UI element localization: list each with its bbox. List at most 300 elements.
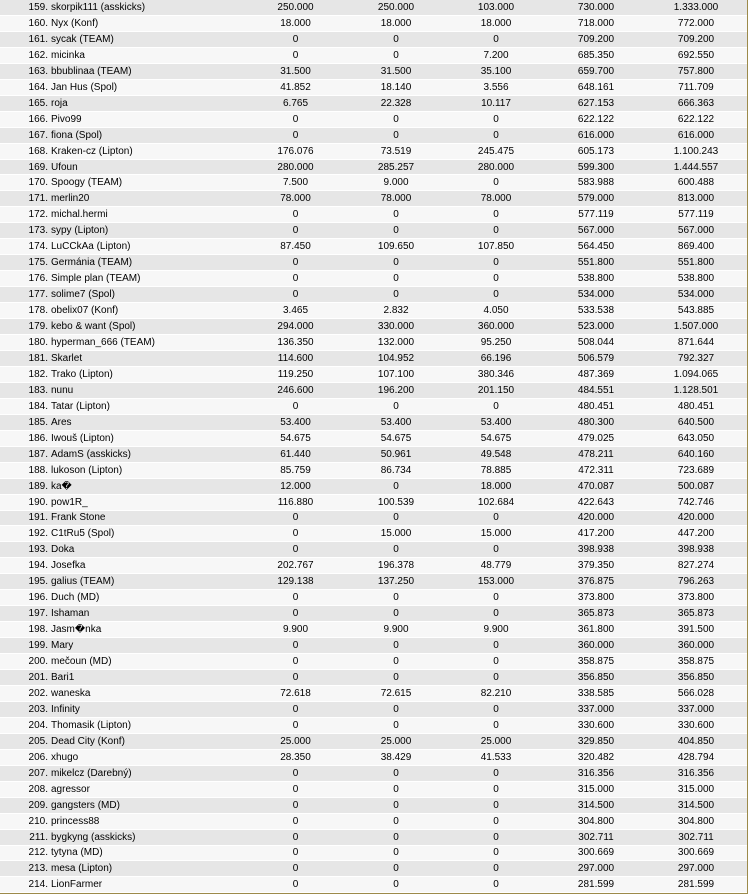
- value-cell-v3: 0: [493, 129, 499, 141]
- value-cell-v4: 599.300: [577, 161, 615, 173]
- player-cell: [0, 465, 205, 476]
- rank-number: 192.: [28, 528, 48, 540]
- player-name: Ufoun: [51, 161, 78, 173]
- value-cell-v4: 330.600: [577, 719, 615, 731]
- player-cell: [0, 672, 205, 683]
- table-row: [0, 191, 747, 207]
- table-row: [0, 670, 747, 686]
- value-cell-v4: 470.087: [577, 480, 615, 492]
- value-cell-v3: 0: [493, 512, 499, 524]
- value-cell-v2: 86.734: [380, 464, 412, 476]
- value-cell-v3: 0: [493, 608, 499, 620]
- value-cell-v2: 25.000: [380, 735, 412, 747]
- player-cell: [0, 560, 205, 571]
- player-name: xhugo: [51, 751, 79, 763]
- player-name: lukoson (Lipton): [51, 464, 123, 476]
- value-cell-v3: 0: [493, 703, 499, 715]
- rank-number: 176.: [28, 273, 48, 285]
- value-cell-v2: 109.650: [377, 241, 415, 253]
- value-cell-v3: 53.400: [480, 416, 512, 428]
- value-cell-v5: 640.160: [677, 448, 715, 460]
- rank-number: 211.: [29, 831, 48, 843]
- table-row: [0, 351, 747, 367]
- value-cell-v3: 0: [493, 672, 499, 683]
- player-cell: [0, 433, 205, 444]
- value-cell-v3: 66.196: [480, 352, 512, 364]
- table-row: [0, 766, 747, 782]
- player-cell: [0, 82, 205, 93]
- player-name: micinka: [51, 49, 85, 61]
- player-cell: [0, 752, 205, 763]
- player-name: LuCCkAa (Lipton): [51, 241, 131, 253]
- player-cell: [0, 225, 205, 236]
- player-cell: [0, 608, 205, 619]
- table-row: [0, 303, 747, 319]
- value-cell-v1: 0: [292, 528, 299, 540]
- value-cell-v2: 0: [393, 879, 399, 891]
- value-cell-v1: 129.138: [277, 576, 314, 588]
- table-row: [0, 415, 747, 431]
- table-row: [0, 558, 747, 574]
- value-cell-v1: 250.000: [277, 1, 314, 13]
- rank-number: 214.: [28, 879, 48, 891]
- value-cell-v3: 0: [493, 273, 499, 285]
- value-cell-v5: 869.400: [677, 241, 715, 253]
- rank-number: 204.: [28, 719, 48, 731]
- table-row: [0, 718, 747, 734]
- value-cell-v3: 0: [493, 544, 499, 556]
- value-cell-v4: 487.369: [577, 368, 615, 380]
- value-cell-v5: 428.794: [677, 751, 715, 763]
- value-cell-v5: 616.000: [677, 129, 715, 141]
- player-cell: [0, 879, 205, 890]
- table-row: [0, 542, 747, 558]
- player-cell: [0, 832, 205, 843]
- table-row: [0, 606, 747, 622]
- value-cell-v4: 338.585: [577, 687, 615, 699]
- player-cell: [0, 401, 205, 412]
- value-cell-v4: 605.173: [577, 145, 615, 157]
- player-cell: [0, 146, 205, 157]
- table-row: [0, 160, 747, 176]
- value-cell-v4: 300.669: [577, 847, 615, 859]
- player-name: Tatar (Lipton): [51, 400, 110, 412]
- value-cell-v2: 0: [393, 400, 399, 412]
- value-cell-v4: 356.850: [577, 672, 615, 683]
- value-cell-v2: 0: [393, 113, 399, 125]
- value-cell-v1: 0: [292, 815, 299, 827]
- player-name: Bari1: [51, 672, 75, 683]
- value-cell-v1: 119.250: [277, 368, 314, 380]
- value-cell-v1: 116.880: [277, 496, 314, 508]
- table-row: [0, 495, 747, 511]
- value-cell-v5: 314.500: [677, 799, 715, 811]
- table-row: [0, 144, 747, 160]
- table-row: [0, 128, 747, 144]
- value-cell-v4: 329.850: [577, 735, 615, 747]
- value-cell-v5: 709.200: [677, 33, 715, 45]
- player-name: Mary: [51, 640, 74, 652]
- value-cell-v2: 9.000: [383, 177, 409, 189]
- rank-number: 168.: [28, 145, 48, 157]
- player-cell: [0, 273, 205, 284]
- value-cell-v3: 82.210: [480, 687, 512, 699]
- value-cell-v2: 0: [393, 783, 399, 795]
- player-name: princess88: [51, 815, 100, 827]
- player-name: Ares: [51, 416, 72, 428]
- value-cell-v4: 685.350: [577, 49, 615, 61]
- rank-number: 188.: [28, 464, 48, 476]
- player-cell: [0, 544, 205, 555]
- value-cell-v1: 0: [292, 719, 299, 731]
- player-cell: [0, 130, 205, 141]
- value-cell-v5: 792.327: [677, 352, 715, 364]
- value-cell-v1: 72.618: [280, 687, 311, 699]
- value-cell-v3: 0: [493, 879, 499, 891]
- rank-number: 162.: [28, 49, 48, 61]
- table-row: [0, 877, 747, 893]
- player-name: Josefka: [51, 560, 86, 572]
- player-name: Infinity: [51, 703, 80, 715]
- rank-number: 202.: [28, 687, 48, 699]
- value-cell-v1: 28.350: [280, 751, 311, 763]
- value-cell-v1: 25.000: [280, 735, 311, 747]
- value-cell-v2: 0: [393, 640, 399, 652]
- value-cell-v5: 300.669: [677, 847, 715, 859]
- value-cell-v3: 3.556: [483, 81, 509, 93]
- value-cell-v4: 730.000: [577, 1, 615, 13]
- player-cell: [0, 369, 205, 380]
- value-cell-v2: 0: [393, 719, 399, 731]
- value-cell-v5: 551.800: [677, 257, 715, 269]
- value-cell-v3: 107.850: [477, 241, 515, 253]
- table-row: [0, 223, 747, 239]
- value-cell-v4: 709.200: [577, 33, 615, 45]
- table-row: [0, 782, 747, 798]
- value-cell-v4: 480.300: [577, 416, 615, 428]
- value-cell-v1: 0: [292, 49, 299, 61]
- rank-number: 209.: [28, 799, 48, 811]
- value-cell-v3: 0: [493, 815, 499, 827]
- value-cell-v5: 1.100.243: [673, 145, 719, 157]
- rank-number: 203.: [28, 703, 48, 715]
- rank-number: 196.: [28, 592, 48, 604]
- value-cell-v3: 360.000: [477, 321, 515, 333]
- value-cell-v3: 4.050: [483, 305, 509, 317]
- table-row: [0, 367, 747, 383]
- value-cell-v4: 314.500: [577, 799, 615, 811]
- value-cell-v2: 0: [393, 831, 399, 843]
- table-row: [0, 175, 747, 191]
- player-cell: [0, 321, 205, 332]
- rank-number: 177.: [28, 289, 48, 301]
- player-cell: [0, 337, 205, 348]
- value-cell-v3: 0: [493, 640, 499, 652]
- value-cell-v1: 7.500: [282, 177, 309, 189]
- table-row: [0, 335, 747, 351]
- player-cell: [0, 449, 205, 460]
- value-cell-v4: 417.200: [577, 528, 615, 540]
- player-cell: [0, 640, 205, 651]
- player-cell: [0, 528, 205, 539]
- value-cell-v3: 0: [493, 719, 499, 731]
- value-cell-v5: 640.500: [677, 416, 715, 428]
- table-row: [0, 511, 747, 527]
- player-name: Thomasik (Lipton): [51, 719, 132, 731]
- table-row: [0, 590, 747, 606]
- value-cell-v2: 0: [393, 608, 399, 620]
- value-cell-v3: 0: [493, 177, 499, 189]
- value-cell-v3: 0: [493, 767, 499, 779]
- value-cell-v4: 583.988: [577, 177, 615, 189]
- value-cell-v1: 53.400: [280, 416, 311, 428]
- player-cell: [0, 800, 205, 811]
- table-row: [0, 271, 747, 287]
- player-name: Jan Hus (Spol): [51, 81, 118, 93]
- value-cell-v3: 0: [493, 592, 499, 604]
- value-cell-v1: 0: [292, 799, 299, 811]
- value-cell-v3: 41.533: [480, 751, 512, 763]
- value-cell-v3: 0: [493, 289, 499, 301]
- player-cell: [0, 688, 205, 699]
- value-cell-v4: 479.025: [577, 432, 615, 444]
- value-cell-v2: 0: [393, 656, 399, 668]
- table-row: [0, 846, 747, 862]
- value-cell-v4: 281.599: [577, 879, 615, 891]
- value-cell-v2: 0: [393, 512, 399, 524]
- value-cell-v4: 302.711: [578, 831, 614, 843]
- value-cell-v1: 246.600: [277, 384, 314, 396]
- player-cell: [0, 305, 205, 316]
- table-row: [0, 638, 747, 654]
- player-name: agressor: [51, 783, 90, 795]
- rank-number: 205.: [28, 735, 48, 747]
- player-cell: [0, 720, 205, 731]
- value-cell-v4: 564.450: [577, 241, 615, 253]
- value-cell-v1: 136.350: [277, 336, 314, 348]
- table-row: [0, 463, 747, 479]
- value-cell-v3: 0: [493, 831, 499, 843]
- rank-number: 198.: [28, 624, 48, 636]
- value-cell-v1: 87.450: [280, 241, 311, 253]
- value-cell-v4: 365.873: [577, 608, 615, 620]
- player-cell: [0, 816, 205, 827]
- value-cell-v3: 201.150: [477, 384, 515, 396]
- player-name: Trako (Lipton): [51, 368, 113, 380]
- table-row: [0, 112, 747, 128]
- value-cell-v5: 356.850: [677, 672, 715, 683]
- value-cell-v3: 54.675: [480, 432, 512, 444]
- value-cell-v2: 100.539: [377, 496, 415, 508]
- value-cell-v5: 365.873: [677, 608, 715, 620]
- value-cell-v2: 0: [393, 767, 399, 779]
- rank-number: 181.: [28, 352, 48, 364]
- value-cell-v2: 250.000: [377, 1, 415, 13]
- player-name: LionFarmer: [51, 879, 103, 891]
- value-cell-v2: 0: [393, 257, 399, 269]
- value-cell-v1: 0: [292, 640, 299, 652]
- player-name: Dead City (Konf): [51, 735, 125, 747]
- table-row: [0, 830, 747, 846]
- rank-number: 208.: [28, 783, 48, 795]
- rank-number: 185.: [28, 416, 48, 428]
- rank-number: 186.: [28, 432, 48, 444]
- value-cell-v2: 104.952: [377, 352, 415, 364]
- value-cell-v5: 391.500: [677, 624, 715, 636]
- rank-number: 189.: [28, 480, 48, 492]
- value-cell-v5: 297.000: [677, 863, 715, 875]
- value-cell-v3: 15.000: [480, 528, 512, 540]
- table-row: [0, 16, 747, 32]
- value-cell-v1: 0: [292, 656, 299, 668]
- value-cell-v3: 0: [493, 656, 499, 668]
- value-cell-v3: 35.100: [480, 65, 512, 77]
- value-cell-v1: 114.600: [277, 352, 314, 364]
- table-row: [0, 750, 747, 766]
- rank-number: 212.: [28, 847, 48, 859]
- rank-number: 159.: [28, 1, 48, 13]
- value-cell-v1: 0: [292, 209, 299, 221]
- value-cell-v4: 358.875: [577, 656, 615, 668]
- value-cell-v2: 53.400: [380, 416, 412, 428]
- value-cell-v3: 0: [493, 257, 499, 269]
- value-cell-v4: 297.000: [577, 863, 615, 875]
- value-cell-v2: 0: [393, 33, 399, 45]
- table-row: [0, 32, 747, 48]
- value-cell-v5: 622.122: [677, 113, 715, 125]
- player-cell: [0, 592, 205, 603]
- value-cell-v1: 202.767: [277, 560, 314, 572]
- player-cell: [0, 863, 205, 874]
- value-cell-v4: 538.800: [577, 273, 615, 285]
- value-cell-v2: 0: [393, 480, 399, 492]
- value-cell-v2: 0: [393, 703, 399, 715]
- value-cell-v1: 176.076: [277, 145, 314, 157]
- value-cell-v1: 280.000: [277, 161, 314, 173]
- player-name: fiona (Spol): [51, 129, 103, 141]
- player-name: C1tRu5 (Spol): [51, 528, 115, 540]
- player-name: waneska: [51, 687, 91, 699]
- player-name: Duch (MD): [51, 592, 100, 604]
- value-cell-v1: 0: [292, 831, 299, 843]
- value-cell-v3: 78.000: [480, 193, 512, 205]
- value-cell-v4: 420.000: [577, 512, 615, 524]
- value-cell-v5: 643.050: [677, 432, 715, 444]
- value-cell-v2: 73.519: [380, 145, 412, 157]
- rank-number: 170.: [28, 177, 48, 189]
- player-cell: [0, 784, 205, 795]
- value-cell-v1: 0: [292, 783, 299, 795]
- table-row: [0, 0, 747, 16]
- value-cell-v2: 2.832: [383, 305, 409, 317]
- rank-number: 194.: [28, 560, 48, 572]
- player-cell: [0, 66, 205, 77]
- player-name: mikelcz (Darebný): [51, 767, 132, 779]
- player-cell: [0, 417, 205, 428]
- value-cell-v4: 622.122: [577, 113, 615, 125]
- player-name: Spoogy (TEAM): [51, 177, 123, 189]
- table-row: [0, 861, 747, 877]
- player-cell: [0, 497, 205, 508]
- value-cell-v1: 0: [292, 512, 299, 524]
- value-cell-v1: 0: [292, 289, 299, 301]
- value-cell-v4: 648.161: [577, 81, 615, 93]
- value-cell-v1: 0: [292, 225, 299, 237]
- value-cell-v2: 330.000: [377, 321, 415, 333]
- value-cell-v3: 48.779: [480, 560, 512, 572]
- value-cell-v4: 533.538: [577, 305, 615, 317]
- value-cell-v5: 1.094.065: [673, 368, 719, 380]
- value-cell-v3: 49.548: [480, 448, 512, 460]
- player-cell: [0, 385, 205, 396]
- rank-number: 173.: [28, 225, 48, 237]
- value-cell-v5: 330.600: [677, 719, 715, 731]
- value-cell-v4: 579.000: [577, 193, 615, 205]
- value-cell-v4: 627.153: [577, 97, 615, 109]
- value-cell-v5: 543.885: [677, 305, 715, 317]
- value-cell-v3: 0: [493, 863, 499, 875]
- value-cell-v1: 61.440: [280, 448, 311, 460]
- table-row: [0, 319, 747, 335]
- value-cell-v2: 0: [393, 49, 399, 61]
- value-cell-v5: 827.274: [677, 560, 715, 572]
- value-cell-v2: 50.961: [380, 448, 412, 460]
- value-cell-v2: 132.000: [377, 336, 415, 348]
- rank-number: 164.: [28, 81, 48, 93]
- player-name: bbublinaa (TEAM): [51, 65, 132, 77]
- value-cell-v2: 0: [393, 129, 399, 141]
- player-cell: [0, 257, 205, 268]
- value-cell-v3: 0: [493, 225, 499, 237]
- value-cell-v5: 358.875: [677, 656, 715, 668]
- value-cell-v5: 373.800: [677, 592, 715, 604]
- player-name: tytyna (MD): [51, 847, 103, 859]
- player-name: Skarlet: [51, 352, 83, 364]
- value-cell-v4: 373.800: [577, 592, 615, 604]
- player-cell: [0, 289, 205, 300]
- value-cell-v3: 18.000: [480, 480, 512, 492]
- value-cell-v5: 796.263: [677, 576, 715, 588]
- player-name: Simple plan (TEAM): [51, 273, 141, 285]
- table-row: [0, 447, 747, 463]
- value-cell-v2: 107.100: [377, 368, 415, 380]
- value-cell-v5: 538.800: [677, 273, 715, 285]
- table-row: [0, 399, 747, 415]
- rank-number: 184.: [28, 400, 48, 412]
- value-cell-v1: 12.000: [280, 480, 311, 492]
- value-cell-v1: 0: [292, 257, 299, 269]
- value-cell-v2: 15.000: [380, 528, 412, 540]
- player-name: galius (TEAM): [51, 576, 115, 588]
- value-cell-v5: 534.000: [677, 289, 715, 301]
- value-cell-v2: 18.140: [380, 81, 412, 93]
- rank-number: 190.: [28, 496, 48, 508]
- rank-number: 161.: [28, 33, 48, 45]
- value-cell-v3: 7.200: [483, 49, 509, 61]
- value-cell-v1: 85.759: [280, 464, 311, 476]
- value-cell-v1: 3.465: [282, 305, 309, 317]
- table-row: [0, 622, 747, 638]
- value-cell-v4: 361.800: [577, 624, 615, 636]
- value-cell-v2: 31.500: [380, 65, 412, 77]
- value-cell-v5: 757.800: [677, 65, 715, 77]
- value-cell-v4: 567.000: [577, 225, 615, 237]
- player-name: Germánia (TEAM): [51, 257, 133, 269]
- value-cell-v1: 294.000: [277, 321, 314, 333]
- value-cell-v4: 376.875: [577, 576, 615, 588]
- value-cell-v5: 666.363: [677, 97, 715, 109]
- player-cell: [0, 50, 205, 61]
